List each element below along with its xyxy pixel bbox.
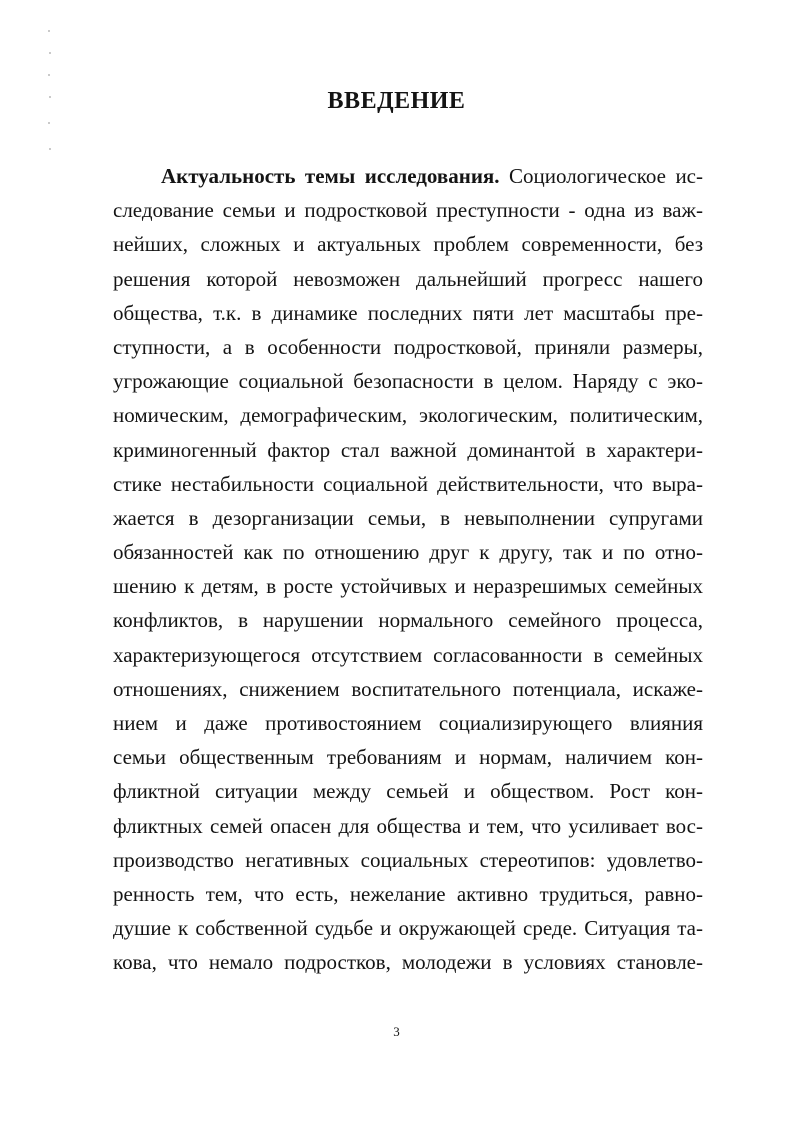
scan-speck <box>49 148 51 150</box>
paragraph-line: следование семьи и подростковой преступности - одна из важ- <box>113 198 703 223</box>
paragraph-line: кова, что немало подростков, молодежи в условиях становле- <box>113 950 703 975</box>
paragraph-line: угрожающие социальной безопасности в целом. Наряду с эко- <box>113 369 703 394</box>
body-paragraph <box>113 159 703 980</box>
paragraph-line <box>113 159 703 193</box>
scan-speck <box>48 74 50 76</box>
line-text: Социологическое ис- <box>499 164 703 188</box>
paragraph-line: решения которой невозможен дальнейший прогресс нашего <box>113 266 703 291</box>
paragraph-line: стике нестабильности социальной действительности, что выра- <box>113 471 703 496</box>
paragraph-line: фликтной ситуации между семьей и обществом. Рост кон- <box>113 779 703 804</box>
paragraph-line: характеризующегося отсутствием согласованности в семейных <box>113 642 703 667</box>
paragraph-line: нейших, сложных и актуальных проблем современности, без <box>113 232 703 257</box>
paragraph-line: обязанностей как по отношению друг к другу, так и по отно- <box>113 540 703 565</box>
paragraph-line: душие к собственной судьбе и окружающей среде. Ситуация та- <box>113 916 703 941</box>
paragraph-line: шению к детям, в росте устойчивых и неразрешимых семейных <box>113 574 703 599</box>
scan-speck <box>48 30 50 32</box>
paragraph-line: криминогенный фактор стал важной доминантой в характери- <box>113 437 703 462</box>
paragraph-line: нием и даже противостоянием социализирующего влияния <box>113 711 703 735</box>
scan-speck <box>48 122 50 124</box>
paragraph-line: конфликтов, в нарушении нормального семейного процесса, <box>113 608 703 633</box>
paragraph-line: ступности, а в особенности подростковой, приняли размеры, <box>113 334 703 359</box>
paragraph-line: ренность тем, что есть, нежелание активно трудиться, равно- <box>113 881 703 906</box>
page-number: 3 <box>393 1024 400 1039</box>
lead-phrase: Актуальность темы исследования. <box>161 164 500 188</box>
paragraph-line: производство негативных социальных стереотипов: удовлетво- <box>113 847 703 872</box>
paragraph-line: фликтных семей опасен для общества и тем, что усиливает вос- <box>113 813 703 838</box>
paragraph-line: жается в дезорганизации семьи, в невыполнении супругами <box>113 505 703 530</box>
paragraph-line: общества, т.к. в динамике последних пяти лет масштабы пре- <box>113 300 703 325</box>
page-title: ВВЕДЕНИЕ <box>327 88 466 114</box>
paragraph-line: отношениях, снижением воспитательного потенциала, искаже- <box>113 676 703 701</box>
paragraph-line: семьи общественным требованиям и нормам, наличием кон- <box>113 745 703 770</box>
paragraph-line: номическим, демографическим, экологическим, политическим, <box>113 403 703 428</box>
scan-speck <box>49 52 51 54</box>
